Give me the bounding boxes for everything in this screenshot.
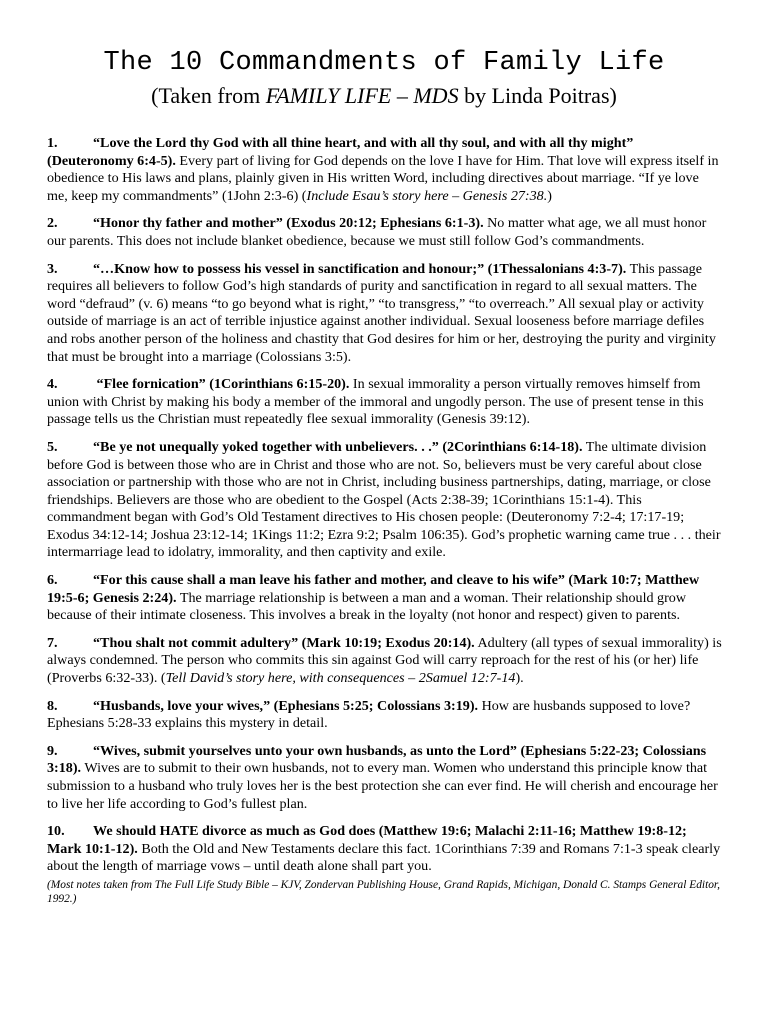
commandment-number: 6. [47, 572, 58, 589]
commandment-body: Every part of living for God depends on the love I have for Him. That love will express itself in obedience to His laws and plans, plainly given in His written Word, including directives about marriage. “If ye love me, keep my commandments” (1John 2:3-6) ( [47, 152, 719, 204]
commandment-heading: We should HATE divorce as much as God does (Matthew 19:6; Malachi 2:11-16; Matthew 19:8-12; Mark 10:1-12). [47, 823, 687, 857]
commandment-number: 9. [47, 742, 58, 759]
commandment-body: How are husbands supposed to love? Ephesians 5:28-33 explains this mystery in detail. [47, 697, 691, 732]
commandment-note: Include Esau’s story here – Genesis 27:38. [306, 187, 548, 204]
commandment-body: No matter what age, we all must honor our parents. This does not include blanket obedience, because we must still follow God’s commandments. [47, 215, 707, 249]
commandment-number: 7. [47, 634, 58, 651]
commandment-tail: ) [547, 187, 552, 204]
commandment-heading: “Wives, submit yourselves unto your own husbands, as unto the Lord” (Ephesians 5:22-23; Colossians 3:18). [47, 742, 707, 777]
commandment-heading: “Flee fornication” (1Corinthians 6:15-20). [93, 376, 350, 393]
commandment-5 [47, 439, 723, 562]
source-footnote: (Most notes taken from The Full Life Study Bible – KJV, Zondervan Publishing House, Grand Rapids, Michigan, Donald C. Stamps General Editor, 1992.) [47, 878, 720, 905]
commandment-heading: “Love the Lord thy God with all thine heart, and with all thy soul, and with all thy might” (Deuteronomy 6:4-5). [47, 135, 634, 169]
commandment-2 [47, 215, 723, 250]
commandment-body: The ultimate division before God is between those who are in Christ and those who are not. So, believers must be very careful about close association or partnership with those who are not in Christ, including business partnerships, dating, marriage, or close friendships. Believers are those who are obedient to the Gospel (Acts 2:38-39; 1Corinthians 15:1-4). This commandment began with God’s Old Testament directives to His chosen people: (Deuteronomy 7:2-4; 17:17-19; Exodus 34:12-14; Joshua 23:12-14; 1Kings 11:2; Ezra 9:2; Psalm 106:35). God’s prophetic warning came true . . . their intermarriage lead to idolatry, immorality, and then captivity and exile. [47, 438, 721, 561]
commandment-body: Both the Old and New Testaments declare this fact. 1Corinthians 7:39 and Romans 7:1-3 speak clearly about the length of marriage vows – until death alone shall part you. [47, 840, 721, 875]
commandment-number: 1. [47, 135, 58, 151]
commandment-heading: “…Know how to possess his vessel in sanctification and honour;” (1Thessalonians 4:3-7). [93, 260, 627, 277]
commandment-heading: “Thou shalt not commit adultery” (Mark 10:19; Exodus 20:14). [93, 634, 475, 651]
commandment-number: 8. [47, 697, 58, 714]
subtitle-suffix: by Linda Poitras) [458, 83, 617, 108]
commandment-body: Adultery (all types of sexual immorality) is always condemned. The person who commits this sin against God will carry reproach for the rest of his (or her) life (Proverbs 6:32-33). ( [47, 634, 722, 687]
commandment-4 [47, 376, 723, 429]
commandment-3 [47, 261, 723, 367]
commandment-heading: “Honor thy father and mother” (Exodus 20:12; Ephesians 6:1-3). [93, 215, 484, 232]
commandment-number: 10. [47, 823, 65, 840]
commandment-7 [47, 635, 723, 688]
commandment-8 [47, 698, 723, 733]
commandment-body: This passage requires all believers to follow God’s high standards of purity and sanctification in regard to all sexual matters. The word “defraud” (v. 6) means “to go beyond what is right,” “to transgress,” “to overreach.” All sexual play or activity outside of marriage is an act of terrible injustice against another individual. Sexual looseness before marriage defiles and robs another person of the holiness and chastity that God desires for him or her, destroying the purity and virginity that must be brought into a marriage (Colossians 3:5). [47, 260, 716, 365]
commandment-1 [47, 135, 723, 205]
subtitle-prefix: (Taken from [151, 83, 266, 108]
commandment-heading: “For this cause shall a man leave his father and mother, and cleave to his wife” (Mark 10:7; Matthew 19:5-6; Genesis 2:24). [47, 572, 700, 606]
commandment-tail: ). [515, 670, 524, 687]
subtitle-book-title: FAMILY LIFE – MDS [265, 83, 459, 108]
document-subtitle [0, 82, 768, 110]
commandment-list [47, 135, 723, 906]
commandment-number: 3. [47, 260, 58, 277]
commandment-note: Tell David’s story here, with consequences – 2Samuel 12:7-14 [165, 670, 516, 687]
commandment-body: Wives are to submit to their own husbands, not to every man. Women who understand this principle know that submission to a husband who truly loves her is the best protection she can ever find. He will cherish and encourage her to live her life according to God’s fullest plan. [47, 760, 718, 812]
commandment-number: 4. [47, 376, 58, 393]
commandment-body: In sexual immorality a person virtually removes himself from union with Christ by making his body a member of the immoral and ungodly person. The use of present tense in this passage tells us the Christian must repeatedly flee sexual immorality (Genesis 39:12). [47, 376, 704, 428]
commandment-number: 5. [47, 438, 58, 455]
commandment-body: The marriage relationship is between a man and a woman. Their relationship should grow because of their intimate closeness. This involves a break in the loyalty (not honor and respect) given to parents. [47, 589, 687, 624]
commandment-6 [47, 572, 723, 625]
commandment-10 [47, 823, 723, 876]
commandment-heading: “Husbands, love your wives,” (Ephesians 5:25; Colossians 3:19). [93, 697, 479, 714]
commandment-number: 2. [47, 215, 58, 232]
commandment-heading: “Be ye not unequally yoked together with unbelievers. . .” (2Corinthians 6:14-18). [93, 438, 583, 455]
document-title: The 10 Commandments of Family Life [103, 48, 665, 78]
commandment-9 [47, 743, 723, 813]
